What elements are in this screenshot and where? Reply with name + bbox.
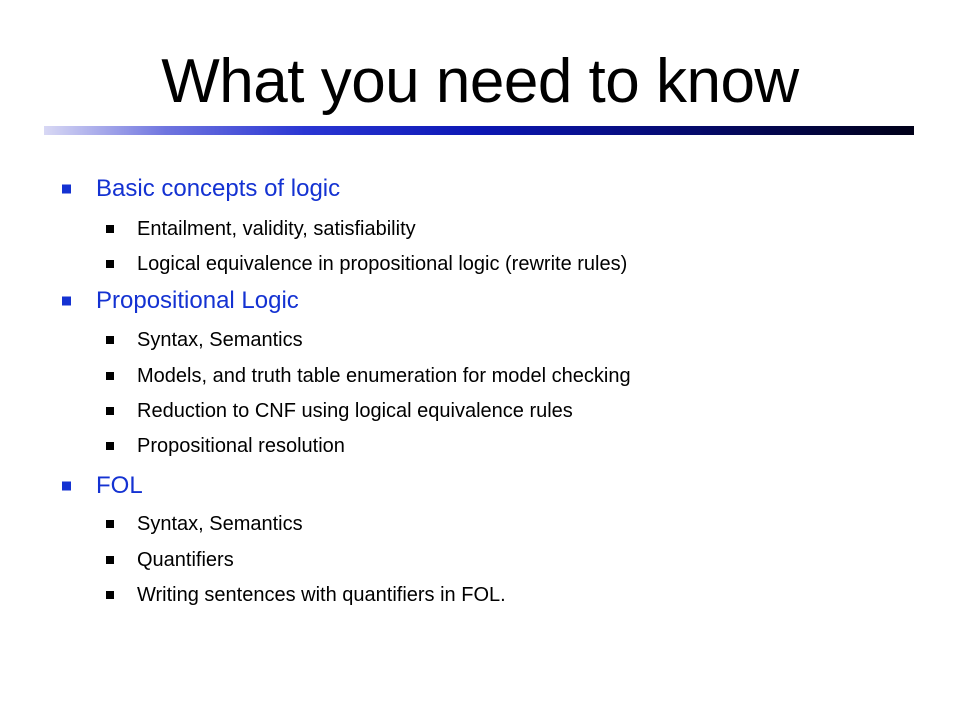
- square-bullet-icon: [106, 260, 114, 268]
- square-bullet-icon: [106, 591, 114, 599]
- list-item: [137, 433, 345, 459]
- list-item: [137, 398, 573, 424]
- list-item-text: Reduction to CNF using logical equivalence rules: [137, 400, 573, 422]
- list-item-text: Propositional resolution: [137, 435, 345, 457]
- list-item-text: Syntax, Semantics: [137, 513, 303, 535]
- square-bullet-icon: [106, 372, 114, 380]
- list-item: [137, 511, 303, 537]
- section-heading-fol: [96, 471, 143, 501]
- list-item: [137, 327, 303, 353]
- square-bullet-icon: [62, 297, 71, 306]
- list-item: [137, 363, 631, 389]
- section-heading-basic-concepts: [96, 174, 340, 204]
- list-item-text: Writing sentences with quantifiers in FOL.: [137, 584, 506, 606]
- list-item: [137, 251, 627, 277]
- square-bullet-icon: [106, 225, 114, 233]
- section-heading-propositional-logic: [96, 286, 299, 316]
- list-item: [137, 547, 234, 573]
- list-item-text: Logical equivalence in propositional logic (rewrite rules): [137, 253, 628, 275]
- square-bullet-icon: [62, 185, 71, 194]
- list-item-text: Models, and truth table enumeration for model checking: [137, 365, 631, 387]
- slide-title: What you need to know: [161, 47, 799, 116]
- section-heading-text: Basic concepts of logic: [96, 175, 341, 202]
- section-heading-text: FOL: [96, 472, 143, 499]
- list-item: [137, 582, 506, 608]
- square-bullet-icon: [106, 407, 114, 415]
- list-item: [137, 216, 416, 242]
- square-bullet-icon: [106, 520, 114, 528]
- square-bullet-icon: [106, 336, 114, 344]
- square-bullet-icon: [106, 442, 114, 450]
- list-item-text: Quantifiers: [137, 549, 234, 571]
- list-item-text: Entailment, validity, satisfiability: [137, 218, 416, 240]
- square-bullet-icon: [62, 482, 71, 491]
- section-heading-text: Propositional Logic: [96, 287, 299, 314]
- square-bullet-icon: [106, 556, 114, 564]
- list-item-text: Syntax, Semantics: [137, 329, 303, 351]
